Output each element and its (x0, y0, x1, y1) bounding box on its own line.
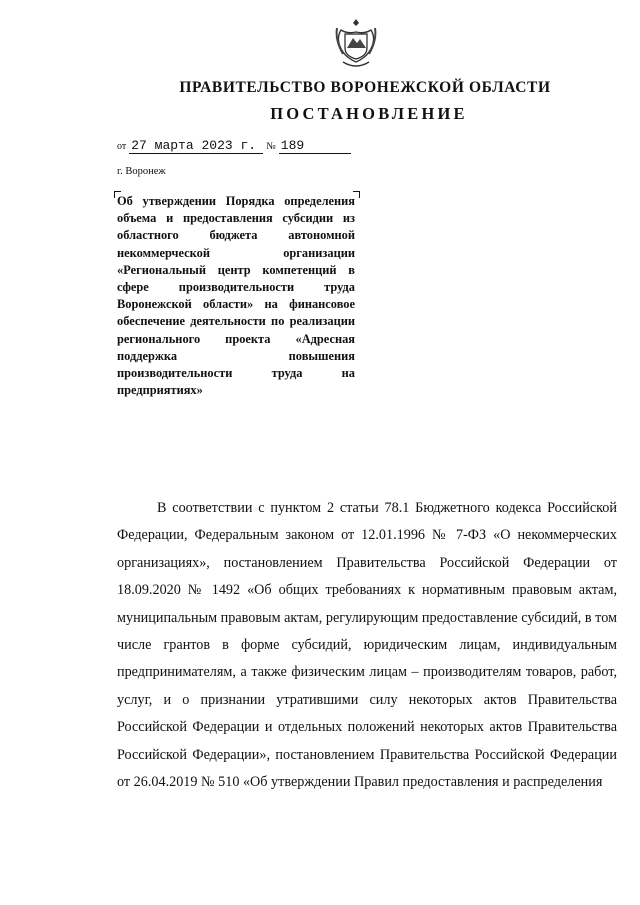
government-title: ПРАВИТЕЛЬСТВО ВОРОНЕЖСКОЙ ОБЛАСТИ (179, 79, 551, 96)
city: г. Воронеж (117, 166, 166, 177)
decree-subject: Об утверждении Порядка определения объема и предоставления субсидии из областного бюджета автономной некоммерческой организации «Региональный центр компетенций в сфере производительности труда Воронежской области» на финансовое обеспечение деятельности по реализации регионального проекта «Адресная поддержка повышения производительности труда на предприятиях» (117, 194, 355, 398)
decree-number: 189 (279, 139, 351, 154)
body-paragraph: В соответствии с пунктом 2 статьи 78.1 Бюджетного кодекса Российской Федерации, Федеральным законом от 12.01.1996 № 7-ФЗ «О некоммерческих организациях», постановлением Правительства Российской Федерации от 18.09.2020 № 1492 «Об общих требованиях к нормативным правовым актам, муниципальным правовым актам, регулирующим предоставление субсидий, в том числе грантов в форме субсидий, юридическим лицам, индивидуальным предпринимателям, а также физическим лицам – производителям товаров, работ, услуг, и о признании утратившими силу некоторых актов Правительства Российской Федерации и отдельных положений некоторых актов Правительства Российской Федерации», постановлением Правительства Российской Федерации от 26.04.2019 № 510 «Об утверждении Правил предоставления и распределения (117, 500, 617, 791)
date-prefix: от (117, 141, 127, 152)
coat-of-arms-emblem (333, 16, 379, 70)
date-number-line (117, 138, 351, 154)
document-type: ПОСТАНОВЛЕНИЕ (270, 104, 468, 123)
decree-date: 27 марта 2023 г. (129, 139, 263, 154)
number-prefix: № (266, 141, 276, 152)
